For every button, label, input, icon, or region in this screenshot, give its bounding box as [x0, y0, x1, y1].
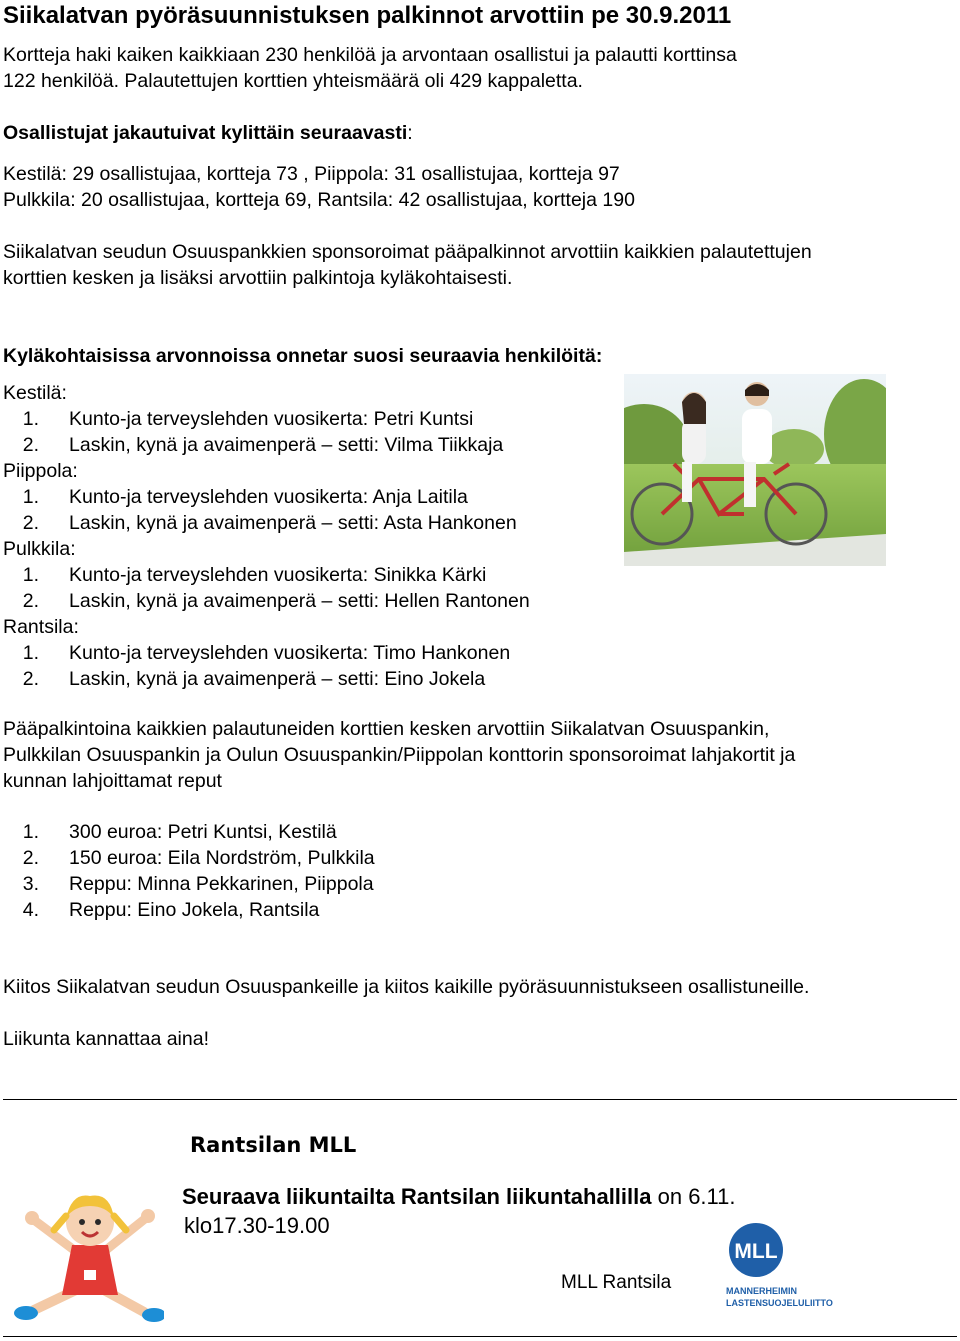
list-number: 2.	[22, 512, 39, 534]
village-name-rantsila: Rantsila:	[3, 616, 79, 638]
list-text: Laskin, kynä ja avaimenperä – setti: Eino Jokela	[69, 668, 486, 690]
list-item	[3, 871, 374, 897]
village-name-kestila: Kestilä:	[3, 382, 67, 404]
page-title: Siikalatvan pyöräsuunnistuksen palkinnot arvottiin pe 30.9.2011	[3, 2, 732, 29]
village-draws-heading: Kyläkohtaisissa arvonnoissa onnetar suosi seuraavia henkilöitä:	[3, 345, 603, 367]
village-name-piippola: Piippola:	[3, 460, 78, 482]
list-number: 3.	[22, 873, 39, 895]
next-event-time: klo17.30-19.00	[184, 1213, 330, 1238]
list-item	[3, 484, 468, 510]
bottom-divider-line	[3, 1336, 957, 1337]
list-item	[3, 640, 510, 666]
list-number: 1.	[22, 821, 39, 843]
next-event-title: Seuraava liikuntailta Rantsilan liikuntahallilla	[182, 1184, 652, 1209]
list-item	[3, 588, 530, 614]
list-item	[3, 666, 485, 692]
mll-logo	[724, 1222, 844, 1314]
slogan-text: Liikunta kannattaa aina!	[3, 1028, 209, 1050]
sponsor-line-1: Siikalatvan seudun Osuuspankkien sponsoroimat pääpalkinnot arvottiin kaikkien palautettujen	[3, 241, 812, 263]
list-text: Reppu: Eino Jokela, Rantsila	[69, 899, 320, 921]
list-text: Laskin, kynä ja avaimenperä – setti: Hellen Rantonen	[69, 590, 530, 612]
breakdown-row-1: Kestilä: 29 osallistujaa, kortteja 73 , Piippola: 31 osallistujaa, kortteja 97	[3, 163, 620, 185]
signature: MLL Rantsila	[561, 1272, 672, 1293]
main-prizes-line-3: kunnan lahjoittamat reput	[3, 770, 222, 792]
list-item	[3, 845, 375, 871]
intro-line-1: Kortteja haki kaiken kaikkiaan 230 henkilöä ja arvontaan osallistui ja palautti korttinsa	[3, 44, 737, 66]
list-item	[3, 819, 337, 845]
thanks-text: Kiitos Siikalatvan seudun Osuuspankeille ja kiitos kaikille pyöräsuunnistukseen osallistuneille.	[3, 976, 810, 998]
list-item	[3, 897, 319, 923]
mll-logo-line-2: LASTENSUOJELULIITTO	[726, 1298, 833, 1308]
list-number: 1.	[22, 486, 39, 508]
main-prizes-line-2: Pulkkilan Osuuspankin ja Oulun Osuuspankin/Piippolan konttorin sponsoroimat lahjakortit ja	[3, 744, 796, 766]
mll-logo-line-1: MANNERHEIMIN	[726, 1286, 797, 1296]
org-title: Rantsilan MLL	[190, 1133, 357, 1157]
list-text: Reppu: Minna Pekkarinen, Piippola	[69, 873, 374, 895]
list-text: Laskin, kynä ja avaimenperä – setti: Vilma Tiikkaja	[69, 434, 504, 456]
list-number: 2.	[22, 668, 39, 690]
list-number: 2.	[22, 847, 39, 869]
list-item	[3, 432, 503, 458]
next-event	[182, 1182, 736, 1212]
list-text: Kunto-ja terveyslehden vuosikerta: Sinikka Kärki	[69, 564, 487, 586]
intro-line-2: 122 henkilöä. Palautettujen korttien yhteismäärä oli 429 kappaletta.	[3, 70, 583, 92]
breakdown-heading-colon: :	[407, 122, 413, 144]
list-text: Kunto-ja terveyslehden vuosikerta: Petri Kuntsi	[69, 408, 474, 430]
breakdown-heading-text: Osallistujat jakautuivat kylittäin seuraavasti	[3, 122, 408, 144]
list-text: 300 euroa: Petri Kuntsi, Kestilä	[69, 821, 337, 843]
list-number: 1.	[22, 408, 39, 430]
list-text: Kunto-ja terveyslehden vuosikerta: Anja Laitila	[69, 486, 468, 508]
divider-line	[3, 1099, 957, 1100]
breakdown-heading	[3, 120, 413, 146]
village-name-pulkkila: Pulkkila:	[3, 538, 76, 560]
breakdown-row-2: Pulkkila: 20 osallistujaa, kortteja 69, Rantsila: 42 osallistujaa, kortteja 190	[3, 189, 635, 211]
list-item	[3, 406, 473, 432]
list-number: 1.	[22, 642, 39, 664]
list-text: 150 euroa: Eila Nordström, Pulkkila	[69, 847, 375, 869]
next-event-date: on 6.11.	[651, 1184, 736, 1209]
tandem-bicycle-photo	[624, 374, 886, 566]
sponsor-line-2: korttien kesken ja lisäksi arvottiin palkintoja kyläkohtaisesti.	[3, 267, 513, 289]
list-number: 1.	[22, 564, 39, 586]
list-text: Kunto-ja terveyslehden vuosikerta: Timo Hankonen	[69, 642, 511, 664]
jumping-girl-illustration	[14, 1180, 164, 1330]
list-number: 4.	[22, 899, 39, 921]
list-item	[3, 510, 517, 536]
list-number: 2.	[22, 434, 39, 456]
mll-logo-mark: MLL	[734, 1240, 778, 1263]
list-number: 2.	[22, 590, 39, 612]
list-text: Laskin, kynä ja avaimenperä – setti: Asta Hankonen	[69, 512, 517, 534]
main-prizes-line-1: Pääpalkintoina kaikkien palautuneiden korttien kesken arvottiin Siikalatvan Osuuspankin,	[3, 718, 770, 740]
list-item	[3, 562, 486, 588]
